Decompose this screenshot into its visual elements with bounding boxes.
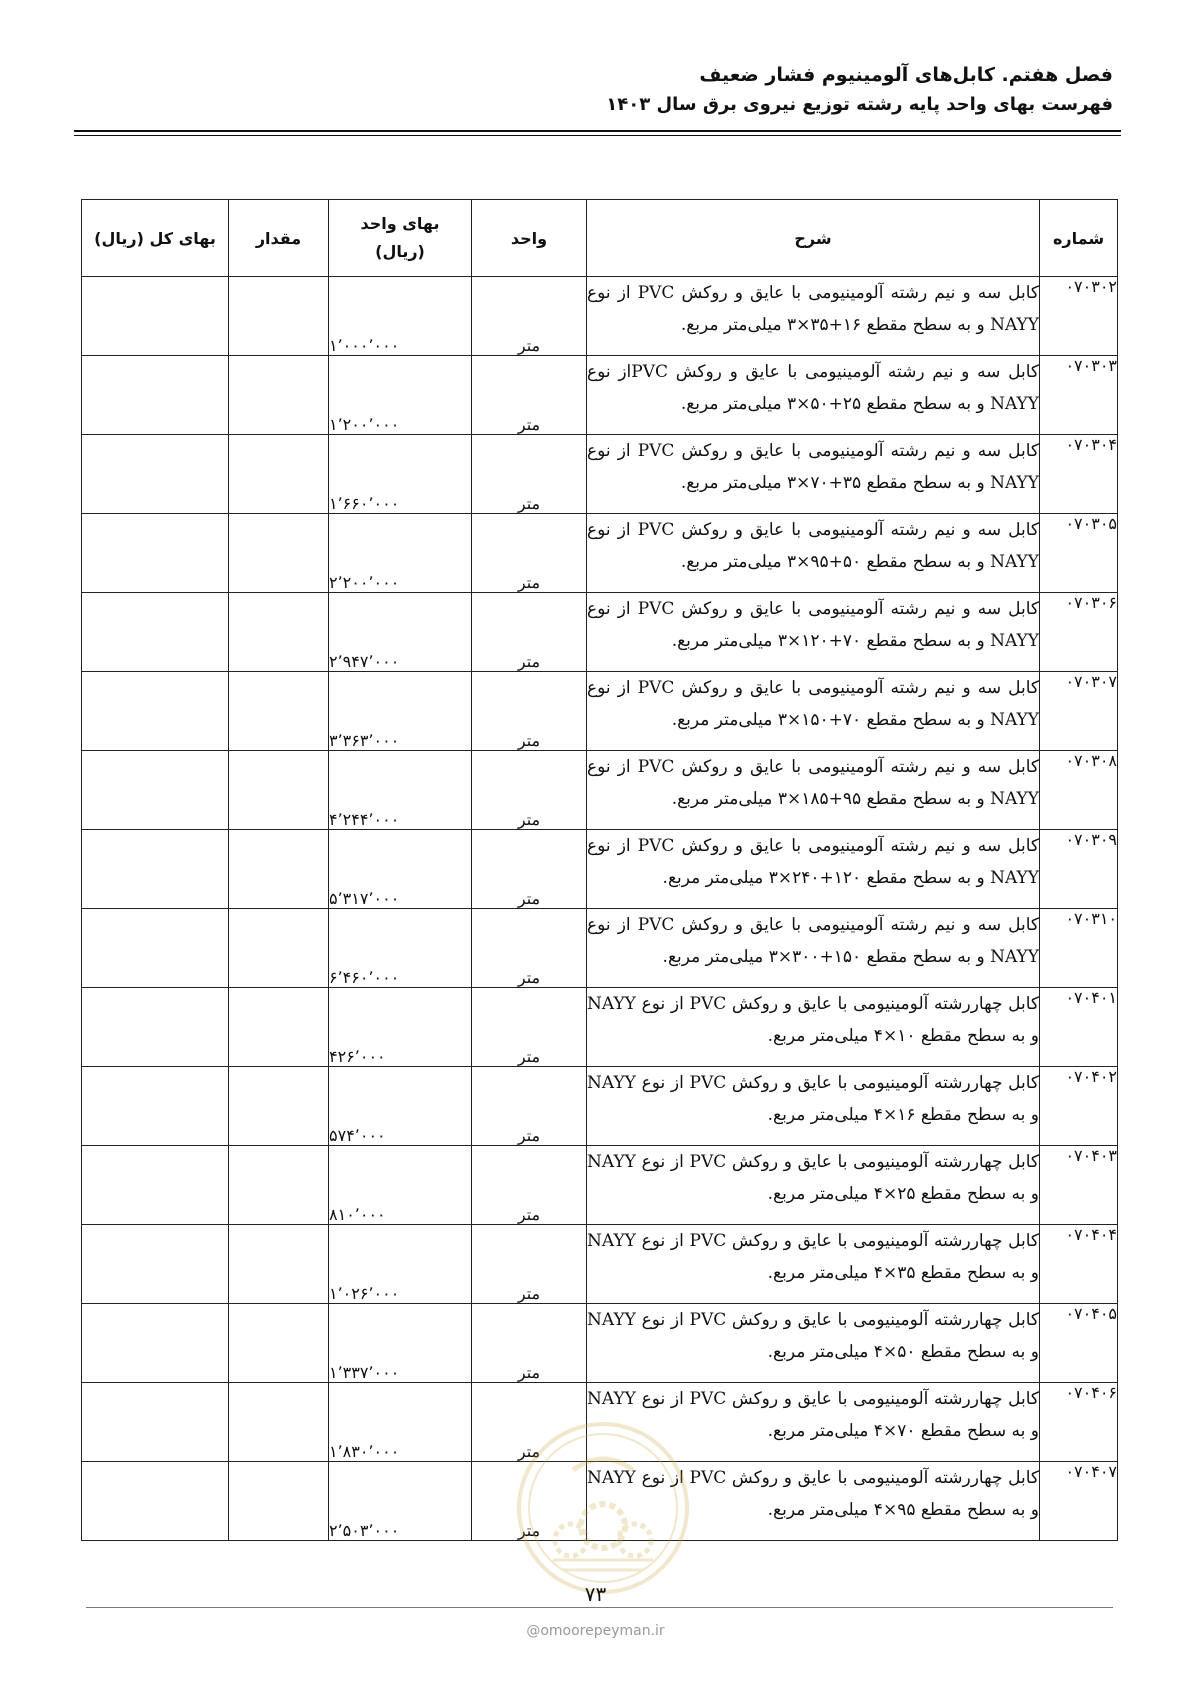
item-description: کابل چهاررشته آلومینیومی با عایق و روکش PVC از نوع NAYY و به سطح مقطع ۱۶×۴ میلی‌متر مربع.	[587, 1067, 1040, 1146]
item-total-cell	[82, 830, 229, 909]
item-description: کابل چهاررشته آلومینیومی با عایق و روکش PVC از نوع NAYY و به سطح مقطع ۷۰×۴ میلی‌متر مربع.	[587, 1383, 1040, 1462]
page-number: ۷۳	[584, 1582, 607, 1606]
item-total-cell	[82, 1225, 229, 1304]
item-total-cell	[82, 1462, 229, 1541]
item-code: ۰۷۰۳۰۸	[1040, 751, 1118, 830]
item-unit: متر	[472, 1383, 587, 1462]
item-description: کابل چهاررشته آلومینیومی با عایق و روکش PVC از نوع NAYY و به سطح مقطع ۳۵×۴ میلی‌متر مربع.	[587, 1225, 1040, 1304]
item-unit: متر	[472, 751, 587, 830]
item-total-cell	[82, 1383, 229, 1462]
item-code: ۰۷۰۳۰۳	[1040, 356, 1118, 435]
table-row	[82, 356, 1118, 435]
item-total-cell	[82, 909, 229, 988]
item-total-cell	[82, 356, 229, 435]
item-code: ۰۷۰۴۰۳	[1040, 1146, 1118, 1225]
item-description: کابل چهاررشته آلومینیومی با عایق و روکش PVC از نوع NAYY و به سطح مقطع ۱۰×۴ میلی‌متر مربع.	[587, 988, 1040, 1067]
item-total-cell	[82, 593, 229, 672]
table-row	[82, 593, 1118, 672]
header-total-price: بهای کل (ریال)	[82, 200, 229, 277]
item-total-cell	[82, 277, 229, 356]
item-code: ۰۷۰۳۰۷	[1040, 672, 1118, 751]
item-unit-price: ۳٬۳۶۳٬۰۰۰	[329, 672, 472, 751]
table-row	[82, 988, 1118, 1067]
header-unit: واحد	[472, 200, 587, 277]
item-unit-price: ۵۷۴٬۰۰۰	[329, 1067, 472, 1146]
item-code: ۰۷۰۴۰۷	[1040, 1462, 1118, 1541]
item-quantity-cell	[229, 1462, 329, 1541]
item-code: ۰۷۰۴۰۱	[1040, 988, 1118, 1067]
table-row	[82, 909, 1118, 988]
item-unit: متر	[472, 1462, 587, 1541]
item-description: کابل سه و نیم رشته آلومینیومی با عایق و روکش PVC از نوع NAYY و به سطح مقطع ۷۰+۱۲۰×۳ میلی‌متر مربع.	[587, 593, 1040, 672]
header-rule-thick	[74, 130, 1121, 132]
item-quantity-cell	[229, 751, 329, 830]
item-code: ۰۷۰۳۰۴	[1040, 435, 1118, 514]
item-unit: متر	[472, 277, 587, 356]
item-unit-price: ۸۱۰٬۰۰۰	[329, 1146, 472, 1225]
header-rule-thin	[74, 135, 1121, 136]
item-quantity-cell	[229, 830, 329, 909]
footer-rule	[86, 1607, 1113, 1608]
item-code: ۰۷۰۴۰۶	[1040, 1383, 1118, 1462]
item-description: کابل سه و نیم رشته آلومینیومی با عایق و روکش PVC از نوع NAYY و به سطح مقطع ۳۵+۷۰×۳ میلی‌متر مربع.	[587, 435, 1040, 514]
item-quantity-cell	[229, 356, 329, 435]
item-code: ۰۷۰۳۰۵	[1040, 514, 1118, 593]
item-unit: متر	[472, 672, 587, 751]
header-unit-price-label: بهای واحد	[360, 214, 440, 233]
item-code: ۰۷۰۳۰۲	[1040, 277, 1118, 356]
item-total-cell	[82, 751, 229, 830]
item-total-cell	[82, 988, 229, 1067]
page-header	[606, 60, 1113, 120]
item-unit-price: ۶٬۴۶۰٬۰۰۰	[329, 909, 472, 988]
item-unit-price: ۱٬۲۰۰٬۰۰۰	[329, 356, 472, 435]
item-unit: متر	[472, 593, 587, 672]
table-row	[82, 435, 1118, 514]
item-description: کابل چهاررشته آلومینیومی با عایق و روکش PVC از نوع NAYY و به سطح مقطع ۲۵×۴ میلی‌متر مربع.	[587, 1146, 1040, 1225]
item-unit-price: ۱٬۰۰۰٬۰۰۰	[329, 277, 472, 356]
item-unit: متر	[472, 909, 587, 988]
item-unit-price: ۱٬۰۲۶٬۰۰۰	[329, 1225, 472, 1304]
item-quantity-cell	[229, 593, 329, 672]
table-row	[82, 1067, 1118, 1146]
table-row	[82, 830, 1118, 909]
item-unit-price: ۲٬۹۴۷٬۰۰۰	[329, 593, 472, 672]
item-quantity-cell	[229, 1383, 329, 1462]
item-unit: متر	[472, 356, 587, 435]
item-unit: متر	[472, 1146, 587, 1225]
item-quantity-cell	[229, 909, 329, 988]
item-unit: متر	[472, 830, 587, 909]
item-quantity-cell	[229, 988, 329, 1067]
item-quantity-cell	[229, 1304, 329, 1383]
item-quantity-cell	[229, 435, 329, 514]
item-quantity-cell	[229, 672, 329, 751]
watermark-site: @omoorepeyman.ir	[526, 1623, 665, 1639]
header-description: شرح	[587, 200, 1040, 277]
item-total-cell	[82, 1304, 229, 1383]
item-code: ۰۷۰۳۰۶	[1040, 593, 1118, 672]
item-description: کابل چهاررشته آلومینیومی با عایق و روکش PVC از نوع NAYY و به سطح مقطع ۵۰×۴ میلی‌متر مربع.	[587, 1304, 1040, 1383]
table-row	[82, 751, 1118, 830]
item-code: ۰۷۰۴۰۲	[1040, 1067, 1118, 1146]
item-unit-price: ۴٬۲۴۴٬۰۰۰	[329, 751, 472, 830]
item-quantity-cell	[229, 1146, 329, 1225]
item-unit-price: ۴۲۶٬۰۰۰	[329, 988, 472, 1067]
item-total-cell	[82, 435, 229, 514]
table-row	[82, 1146, 1118, 1225]
table-header-row	[82, 200, 1118, 277]
item-description: کابل سه و نیم رشته آلومینیومی با عایق و روکش PVC از نوع NAYY و به سطح مقطع ۷۰+۱۵۰×۳ میلی‌متر مربع.	[587, 672, 1040, 751]
item-description: کابل چهاررشته آلومینیومی با عایق و روکش PVC از نوع NAYY و به سطح مقطع ۹۵×۴ میلی‌متر مربع.	[587, 1462, 1040, 1541]
item-unit: متر	[472, 1304, 587, 1383]
item-code: ۰۷۰۳۰۹	[1040, 830, 1118, 909]
item-total-cell	[82, 1067, 229, 1146]
header-unit-price-currency: (ریال)	[375, 242, 425, 261]
item-unit-price: ۲٬۲۰۰٬۰۰۰	[329, 514, 472, 593]
item-description: کابل سه و نیم رشته آلومینیومی با عایق و روکش PVCاز نوع NAYY و به سطح مقطع ۲۵+۵۰×۳ میلی‌متر مربع.	[587, 356, 1040, 435]
item-unit: متر	[472, 988, 587, 1067]
table-row	[82, 1225, 1118, 1304]
item-unit: متر	[472, 1225, 587, 1304]
table-row	[82, 514, 1118, 593]
table-row	[82, 1304, 1118, 1383]
item-description: کابل سه و نیم رشته آلومینیومی با عایق و روکش PVC از نوع NAYY و به سطح مقطع ۹۵+۱۸۵×۳ میلی‌متر مربع.	[587, 751, 1040, 830]
item-description: کابل سه و نیم رشته آلومینیومی با عایق و روکش PVC از نوع NAYY و به سطح مقطع ۵۰+۹۵×۳ میلی‌متر مربع.	[587, 514, 1040, 593]
item-quantity-cell	[229, 1067, 329, 1146]
item-unit-price: ۲٬۵۰۳٬۰۰۰	[329, 1462, 472, 1541]
item-quantity-cell	[229, 277, 329, 356]
item-total-cell	[82, 514, 229, 593]
table-row	[82, 277, 1118, 356]
item-unit-price: ۱٬۳۳۷٬۰۰۰	[329, 1304, 472, 1383]
item-code: ۰۷۰۳۱۰	[1040, 909, 1118, 988]
item-description: کابل سه و نیم رشته آلومینیومی با عایق و روکش PVC از نوع NAYY و به سطح مقطع ۱۵۰+۳۰۰×۳ میلی‌متر مربع.	[587, 909, 1040, 988]
item-total-cell	[82, 1146, 229, 1225]
price-list-table	[81, 199, 1118, 1541]
table-row	[82, 672, 1118, 751]
item-code: ۰۷۰۴۰۵	[1040, 1304, 1118, 1383]
item-total-cell	[82, 672, 229, 751]
item-quantity-cell	[229, 1225, 329, 1304]
item-unit-price: ۱٬۶۶۰٬۰۰۰	[329, 435, 472, 514]
seal-watermark-icon	[513, 1418, 693, 1598]
document-title: فهرست بهای واحد پایه رشته توزیع نیروی برق سال ۱۴۰۳	[606, 94, 1113, 115]
item-unit-price: ۵٬۳۱۷٬۰۰۰	[329, 830, 472, 909]
item-unit-price: ۱٬۸۳۰٬۰۰۰	[329, 1383, 472, 1462]
item-quantity-cell	[229, 514, 329, 593]
item-unit: متر	[472, 435, 587, 514]
item-unit: متر	[472, 1067, 587, 1146]
header-unit-price	[329, 200, 472, 277]
header-code: شماره	[1040, 200, 1118, 277]
chapter-title: فصل هفتم. کابل‌های آلومینیوم فشار ضعیف	[699, 64, 1113, 86]
item-unit: متر	[472, 514, 587, 593]
item-description: کابل سه و نیم رشته آلومینیومی با عایق و روکش PVC از نوع NAYY و به سطح مقطع ۱۶+۳۵×۳ میلی‌متر مربع.	[587, 277, 1040, 356]
header-quantity: مقدار	[229, 200, 329, 277]
item-description: کابل سه و نیم رشته آلومینیومی با عایق و روکش PVC از نوع NAYY و به سطح مقطع ۱۲۰+۲۴۰×۳ میلی‌متر مربع.	[587, 830, 1040, 909]
item-code: ۰۷۰۴۰۴	[1040, 1225, 1118, 1304]
